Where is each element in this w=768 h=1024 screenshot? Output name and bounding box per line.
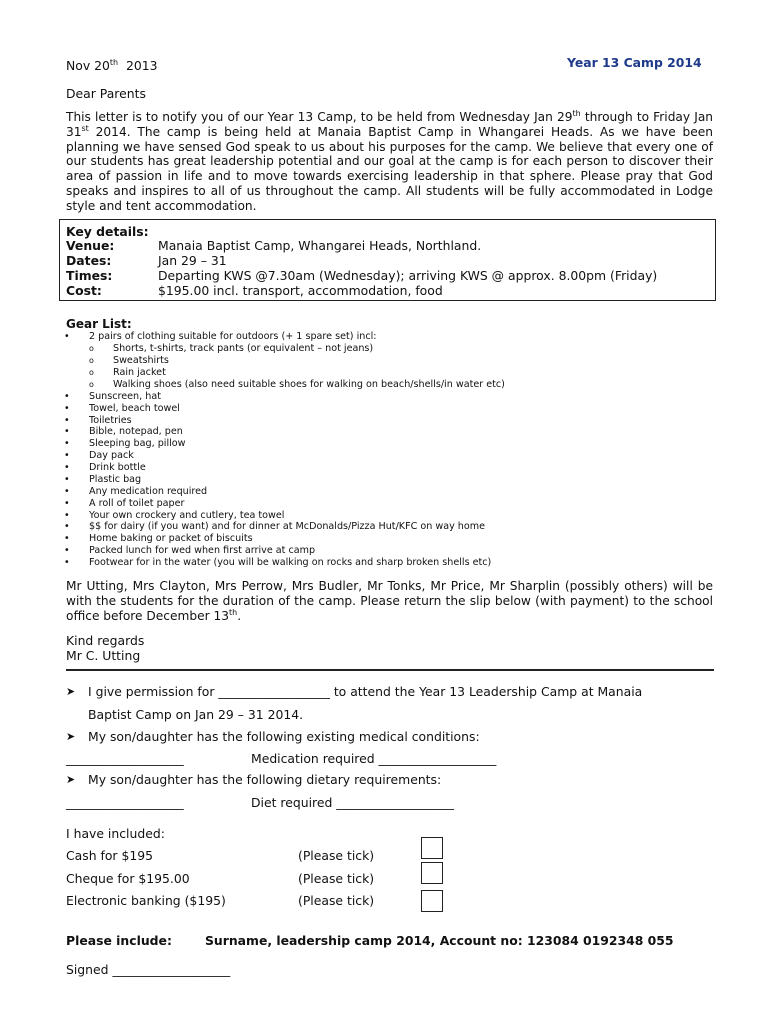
signature-field[interactable]: Signed ___________________ (66, 962, 231, 977)
list-item: • Bible, notepad, pen (64, 426, 183, 437)
list-item: • Packed lunch for wed when first arrive at camp (64, 545, 316, 556)
list-item: • Any medication required (64, 486, 208, 497)
letter-title: Year 13 Camp 2014 (567, 55, 702, 70)
included-label: I have included: (66, 826, 165, 841)
list-item: • 2 pairs of clothing suitable for outdoors (+ 1 spare set) incl: (64, 331, 377, 342)
signatory-name: Mr C. Utting (66, 648, 141, 663)
payment-option-electronic: Electronic banking ($195) (66, 893, 226, 908)
please-tick-label: (Please tick) (298, 893, 375, 908)
list-item: • Toiletries (64, 415, 132, 426)
please-include-value: Surname, leadership camp 2014, Account no: 123084 0192348 055 (205, 933, 674, 948)
key-details-row-dates: Dates: Jan 29 – 31 (66, 253, 227, 268)
arrow-bullet-icon: ➤ (66, 730, 76, 743)
list-item: • A roll of toilet paper (64, 498, 185, 509)
arrow-bullet-icon: ➤ (66, 685, 76, 698)
permission-line-2: Baptist Camp on Jan 29 – 31 2014. (88, 707, 304, 722)
intro-paragraph: This letter is to notify you of our Year 13 Camp, to be held from Wednesday Jan 29th through to Friday Jan 31st 2014. The camp is being held at Manaia Baptist Camp in Whangarei Heads. As we have been planning we have sensed God speak to us about his purposes for the camp. We believe that every one of our students has great leadership potential and our goal at the camp is for each person to discover their area of passion in life and to move towards exercising leadership in that sphere. Please pray that God speaks and inspires to all of us throughout the camp. All students will be fully accommodated in Lodge style and tent accommodation. (66, 108, 714, 213)
letter-date: Nov 20th 2013 (66, 58, 158, 74)
list-item: • $$ for dairy (if you want) and for dinner at McDonalds/Pizza Hut/KFC on way home (64, 521, 486, 532)
divider-line (66, 669, 714, 671)
key-details-row-cost: Cost: $195.00 incl. transport, accommodation, food (66, 283, 443, 298)
list-item: • Drink bottle (64, 462, 146, 473)
medical-conditions-label: My son/daughter has the following existing medical conditions: (88, 729, 480, 744)
please-include-label: Please include: (66, 933, 172, 948)
list-item: o Rain jacket (89, 367, 166, 378)
dietary-requirements-label: My son/daughter has the following dietary requirements: (88, 772, 442, 787)
dietary-requirements-field[interactable]: ___________________ (66, 795, 184, 810)
tick-box-cash[interactable] (421, 837, 443, 859)
payment-option-cash: Cash for $195 (66, 848, 154, 863)
diet-required-field[interactable]: Diet required ___________________ (251, 795, 454, 810)
tick-box-cheque[interactable] (421, 862, 443, 884)
please-tick-label: (Please tick) (298, 848, 375, 863)
key-details-row-times: Times: Departing KWS @7.30am (Wednesday); arriving KWS @ approx. 8.00pm (Friday) (66, 268, 658, 283)
payment-option-cheque: Cheque for $195.00 (66, 871, 190, 886)
staff-paragraph: Mr Utting, Mrs Clayton, Mrs Perrow, Mrs Budler, Mr Tonks, Mr Price, Mr Sharplin (possibly others) will be with the students for the duration of the camp. Please return the slip below (with payment) to the school office before December 13th. (66, 579, 713, 623)
gear-list-title: Gear List: (66, 317, 132, 331)
key-details-row-venue: Venue: Manaia Baptist Camp, Whangarei Heads, Northland. (66, 238, 482, 253)
list-item: • Towel, beach towel (64, 403, 180, 414)
list-item: o Shorts, t-shirts, track pants (or equivalent – not jeans) (89, 343, 374, 354)
list-item: • Sunscreen, hat (64, 391, 161, 402)
tick-box-electronic[interactable] (421, 890, 443, 912)
list-item: • Sleeping bag, pillow (64, 438, 186, 449)
medication-required-field[interactable]: Medication required ___________________ (251, 751, 497, 766)
list-item: • Plastic bag (64, 474, 142, 485)
permission-line-1: I give permission for __________________ to attend the Year 13 Leadership Camp at Manaia (88, 684, 643, 699)
list-item: • Day pack (64, 450, 134, 461)
list-item: o Walking shoes (also need suitable shoes for walking on beach/shells/in water etc) (89, 379, 505, 390)
list-item: • Your own crockery and cutlery, tea towel (64, 510, 285, 521)
arrow-bullet-icon: ➤ (66, 773, 76, 786)
medical-conditions-field[interactable]: ___________________ (66, 751, 184, 766)
kind-regards: Kind regards (66, 633, 145, 648)
list-item: • Footwear for in the water (you will be walking on rocks and sharp broken shells etc) (64, 557, 492, 568)
list-item: o Sweatshirts (89, 355, 169, 366)
please-tick-label: (Please tick) (298, 871, 375, 886)
key-details-title: Key details: (66, 224, 149, 239)
greeting: Dear Parents (66, 86, 146, 101)
list-item: • Home baking or packet of biscuits (64, 533, 253, 544)
